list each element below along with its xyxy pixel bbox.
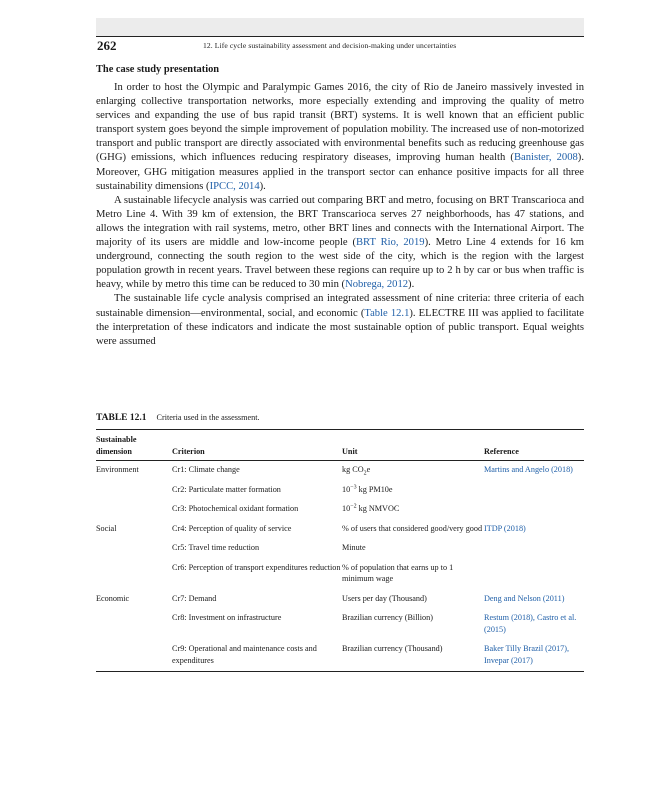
criteria-table <box>96 432 584 672</box>
header-shade <box>96 18 584 36</box>
cell-unit: $10^{-3}$ kg PM10e <box>342 483 393 494</box>
cell-reference[interactable]: Restum (2018), Castro et al. (2015) <box>484 613 577 634</box>
cell-criterion: Cr1: Climate change <box>172 465 240 474</box>
cell-criterion: Cr8: Investment on infrastructure <box>172 613 282 622</box>
header-unit: Unit <box>342 432 484 461</box>
cell-reference <box>484 539 584 559</box>
cell-dimension: Social <box>96 523 117 533</box>
header-dimension: Sustainable dimension <box>96 432 172 461</box>
cell-dimension <box>96 559 172 590</box>
paragraph-3: The sustainable life cycle analysis comprised an integrated assessment of nine criteria: three criteria of each sustainable dimension—environmental, social, and economic (Table 12.1). ELECTRE III was applied to facilitate the interpretation of these indicators and indicate the most sustainable option of public transport. Equal weights were assumed <box>96 293 585 347</box>
cell-dimension <box>96 640 172 672</box>
table-top-rule <box>96 429 584 430</box>
cell-unit: % of users that considered good/very good <box>342 523 483 533</box>
table-row <box>96 559 584 590</box>
paragraph-2: A sustainable lifecycle analysis was carried out comparing BRT and metro, focusing on BRT Transcarioca and Metro Line 4. With 39 km of extension, the BRT Transcarioca serves 27 neighborhoods, has 47 stations, and allows the integration with rail systems, metro, other BRT lines and connects with the International Airport. The majority of its users are middle and low-income people (BRT Rio, 2019). Metro Line 4 extends for 16 km underground, connecting the south region to the west side of the city, which is the region with the largest population growth in recent years. Travel between these regions can require up to 2 h by car or bus when traffic is heavy, while by metro this time can be reduced to 30 min (Nobrega, 2012). <box>96 194 584 291</box>
table-caption: Criteria used in the assessment. <box>156 413 260 422</box>
cell-unit: Users per day (Thousand) <box>342 593 427 603</box>
table-header-row <box>96 432 584 461</box>
cell-dimension: Environment <box>96 465 139 474</box>
citation-link[interactable]: BRT Rio, 2019 <box>355 237 425 249</box>
cell-dimension <box>96 500 172 520</box>
cell-criterion: Cr4: Perception of quality of service <box>172 523 292 533</box>
cell-reference <box>484 481 584 501</box>
paragraph-1: In order to host the Olympic and Paralympic Games 2016, the city of Rio de Janeiro massively invested in enlarging collective transportation networks, more especially extending and improving the quality of metro services and expanding the use of bus rapid transit (BRT) systems. It is well known that an efficient public transport system goes beyond the simple improvement of population mobility. The increased use of non-motorized transport and public transport are directly associated with environmental benefits such as reducing greenhouse gas (GHG) emissions, which influences reducing respiratory diseases, improving human health (Banister, 2008). Moreover, GHG mitigation measures applied in the transport sector can enhance positive impacts for all three sustainability dimensions (IPCC, 2014). <box>96 82 584 192</box>
cell-reference[interactable]: ITDP (2018) <box>484 523 526 533</box>
cell-unit: $10^{-2}$ kg NMVOC <box>342 503 400 513</box>
header-criterion: Criterion <box>172 432 342 461</box>
table-row <box>96 481 584 501</box>
cell-unit: Brazilian currency (Billion) <box>342 613 433 622</box>
cell-dimension: Economic <box>96 593 130 603</box>
page-number: 262 <box>97 38 117 53</box>
cell-dimension <box>96 481 172 501</box>
cell-criterion: Cr7: Demand <box>172 593 217 603</box>
table-row <box>96 520 584 540</box>
running-head: 12. Life cycle sustainability assessment and decision-making under uncertainties <box>203 41 457 50</box>
citation-link[interactable]: IPCC, 2014 <box>209 180 260 192</box>
cell-criterion: Cr3: Photochemical oxidant formation <box>172 504 299 513</box>
cell-unit: Minute <box>342 543 366 552</box>
cell-unit: Brazilian currency (Thousand) <box>342 640 484 672</box>
table-label: TABLE 12.1 <box>96 413 147 423</box>
cell-unit: kg $CO_2e$ <box>342 465 371 477</box>
table-row <box>96 539 584 559</box>
body-text <box>96 81 584 349</box>
cell-reference[interactable]: Baker Tilly Brazil (2017), Invepar (2017) <box>484 640 584 672</box>
cell-reference <box>484 559 584 590</box>
section-title: The case study presentation <box>96 64 220 75</box>
cell-dimension <box>96 539 172 559</box>
cell-reference[interactable]: Deng and Nelson (2011) <box>484 593 565 603</box>
table-reference-link[interactable]: Table 12.1 <box>364 307 410 319</box>
cell-dimension <box>96 609 172 640</box>
table-row <box>96 609 584 640</box>
table-row <box>96 461 584 481</box>
cell-reference[interactable]: Martins and Angelo (2018) <box>484 465 573 474</box>
cell-criterion: Cr2: Particulate matter formation <box>172 484 281 494</box>
citation-link[interactable]: Banister, 2008 <box>513 152 578 164</box>
table-row <box>96 500 584 520</box>
cell-criterion: Cr6: Perception of transport expenditures reduction <box>172 562 341 572</box>
cell-criterion: Cr9: Operational and maintenance costs and expenditures <box>172 640 342 672</box>
table-row <box>96 640 584 672</box>
cell-criterion: Cr5: Travel time reduction <box>172 543 260 552</box>
citation-link[interactable]: Nobrega, 2012 <box>345 279 409 291</box>
header-reference: Reference <box>484 432 584 461</box>
header-rule <box>96 36 584 37</box>
cell-unit: % of population that earns up to 1 minimum wage <box>342 562 454 583</box>
cell-reference <box>484 500 584 520</box>
table-row <box>96 590 584 610</box>
table-title <box>96 413 260 423</box>
